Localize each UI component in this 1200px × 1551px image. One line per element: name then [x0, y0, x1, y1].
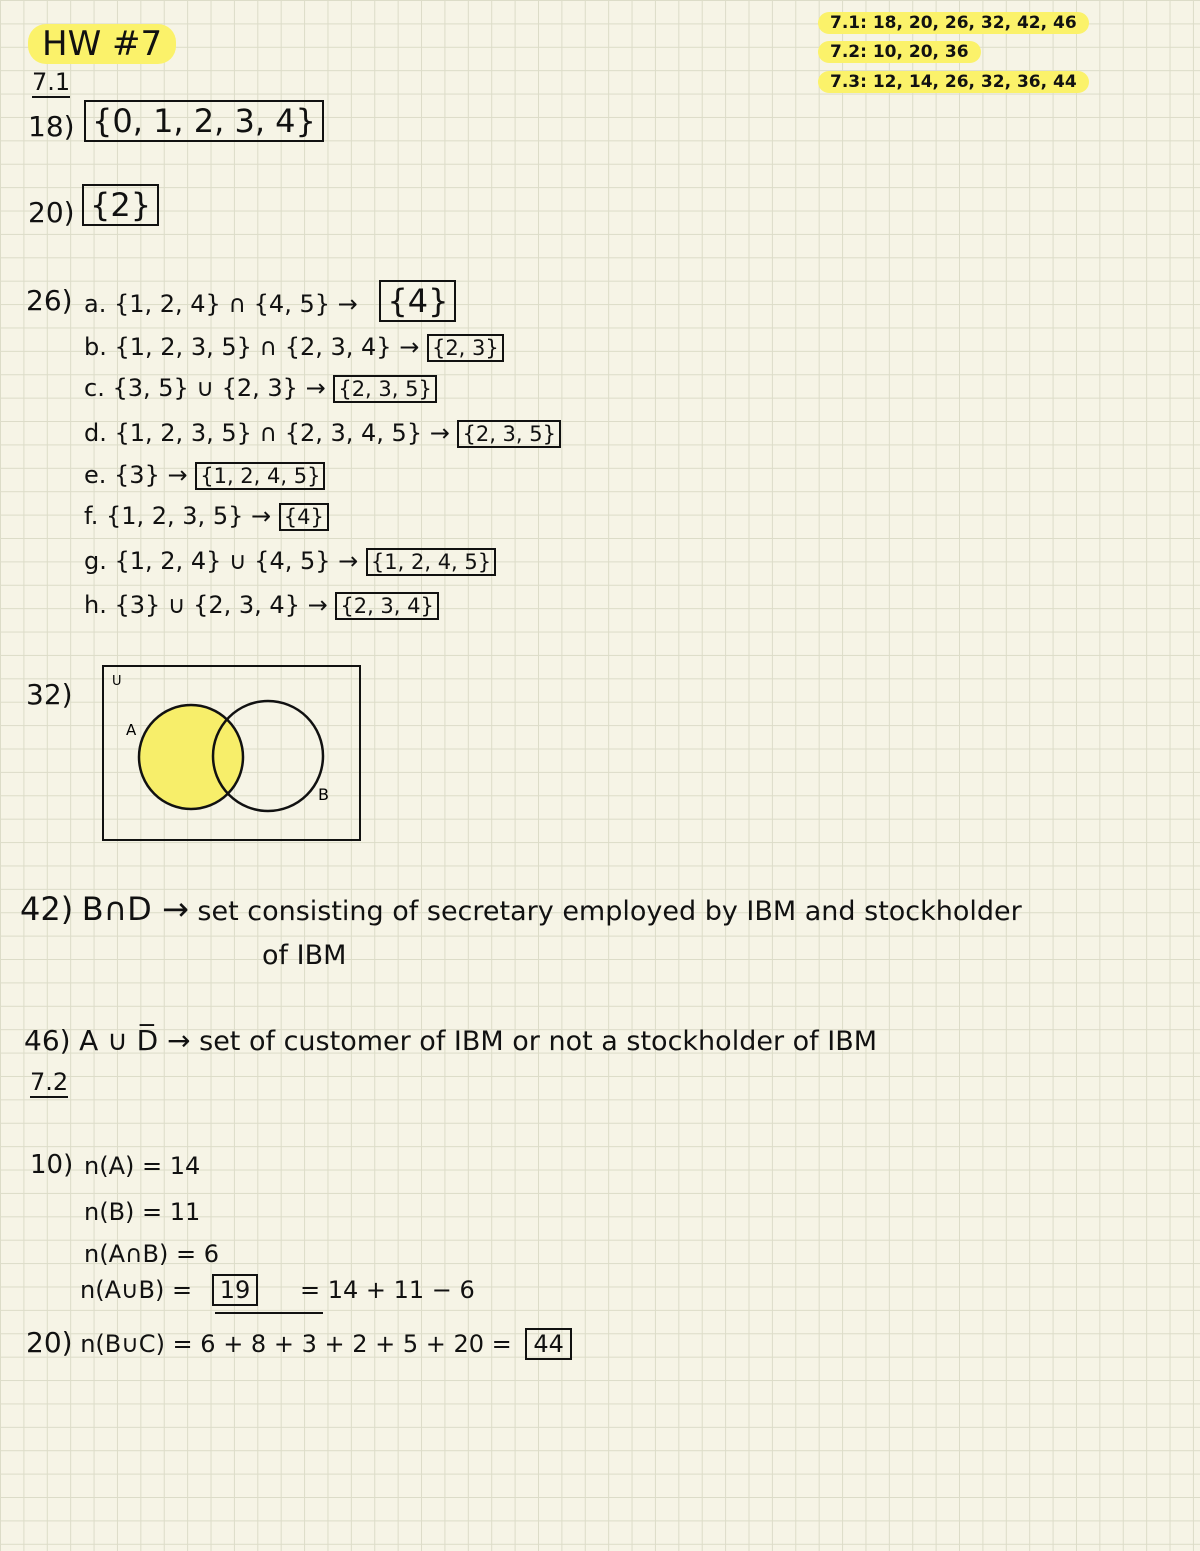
- problem-42-text-cont: of IBM: [262, 940, 347, 971]
- problem-42-number: 42): [20, 890, 74, 928]
- venn-svg: [104, 667, 359, 839]
- problem-26h-answer: {2, 3, 4}: [335, 592, 439, 620]
- problem-10-line-3: n(A∩B) = 6: [84, 1240, 220, 1268]
- problem-26h-expr: h. {3} ∪ {2, 3, 4} →: [84, 591, 328, 619]
- problem-18-answer: {0, 1, 2, 3, 4}: [84, 100, 324, 142]
- problem-26f-answer: {4}: [279, 503, 329, 531]
- venn-set-a-label: A: [126, 721, 137, 739]
- problem-26b: [84, 333, 504, 361]
- problem-26g: [84, 547, 496, 575]
- section-7-1-heading: 7.1: [32, 68, 71, 96]
- problem-20b-expr: n(B∪C) = 6 + 8 + 3 + 2 + 5 + 20 =: [80, 1330, 512, 1358]
- problem-10-line-4: [80, 1276, 475, 1304]
- assignment-line-3: 7.3: 12, 14, 26, 32, 36, 44: [818, 71, 1089, 93]
- problem-32-number: 32): [26, 678, 73, 711]
- problem-20-number: 20): [28, 196, 75, 229]
- problem-20-answer: {2}: [82, 184, 159, 226]
- problem-26b-answer: {2, 3}: [427, 334, 504, 362]
- problem-26c-expr: c. {3, 5} ∪ {2, 3} →: [84, 374, 326, 402]
- problem-26g-expr: g. {1, 2, 4} ∪ {4, 5} →: [84, 547, 359, 575]
- problem-20b-number: 20): [26, 1326, 73, 1359]
- problem-42-expr: B∩D →: [81, 890, 189, 928]
- problem-10-line-2: n(B) = 11: [84, 1198, 201, 1226]
- problem-26e: [84, 461, 325, 489]
- problem-26f-expr: f. {1, 2, 3, 5} →: [84, 502, 272, 530]
- problem-26b-expr: b. {1, 2, 3, 5} ∩ {2, 3, 4} →: [84, 333, 420, 361]
- problem-10-work: = 14 + 11 − 6: [299, 1276, 475, 1304]
- problem-26g-answer: {1, 2, 4, 5}: [366, 548, 496, 576]
- problem-26-number: 26): [26, 284, 73, 317]
- problem-42-text: set consisting of secretary employed by IBM and stockholder: [197, 896, 1022, 927]
- problem-10-answer: 19: [212, 1274, 259, 1306]
- problem-26d-expr: d. {1, 2, 3, 5} ∩ {2, 3, 4, 5} →: [84, 419, 450, 447]
- problem-26f: [84, 502, 329, 530]
- problem-26c: [84, 374, 437, 402]
- problem-20b: [26, 1326, 572, 1359]
- problem-26a-answer: {4}: [379, 280, 456, 322]
- page-title: HW #7: [28, 24, 176, 64]
- problem-26e-answer: {1, 2, 4, 5}: [195, 462, 325, 490]
- venn-set-b-label: B: [318, 785, 329, 804]
- problem-46: [24, 1024, 877, 1057]
- problem-26d-answer: {2, 3, 5}: [457, 420, 561, 448]
- problem-10-last-label: n(A∪B) =: [80, 1276, 193, 1304]
- problem-10-number: 10): [30, 1150, 74, 1180]
- problem-18-number: 18): [28, 110, 75, 143]
- problem-10-line-1: n(A) = 14: [84, 1152, 201, 1180]
- problem-46-expr: A ∪ D̅ →: [79, 1024, 191, 1057]
- problem-42: [20, 890, 1022, 928]
- problem-20b-answer: 44: [525, 1328, 572, 1360]
- problem-46-text: set of customer of IBM or not a stockholder of IBM: [199, 1026, 878, 1057]
- problem-26d: [84, 419, 561, 447]
- problem-26c-answer: {2, 3, 5}: [333, 375, 437, 403]
- problem-26a-expr: a. {1, 2, 4} ∩ {4, 5} →: [84, 290, 358, 318]
- venn-universe-label: U: [112, 674, 122, 689]
- problem-26a: [84, 282, 456, 320]
- problem-46-number: 46): [24, 1024, 71, 1057]
- problem-26h: [84, 591, 439, 619]
- venn-diagram: [102, 665, 361, 841]
- assignment-line-2: 7.2: 10, 20, 36: [818, 41, 981, 63]
- problem-10-underline: [215, 1312, 323, 1314]
- section-7-2-heading: 7.2: [30, 1068, 69, 1096]
- assignment-line-1: 7.1: 18, 20, 26, 32, 42, 46: [818, 12, 1089, 34]
- problem-26e-expr: e. {3} →: [84, 461, 188, 489]
